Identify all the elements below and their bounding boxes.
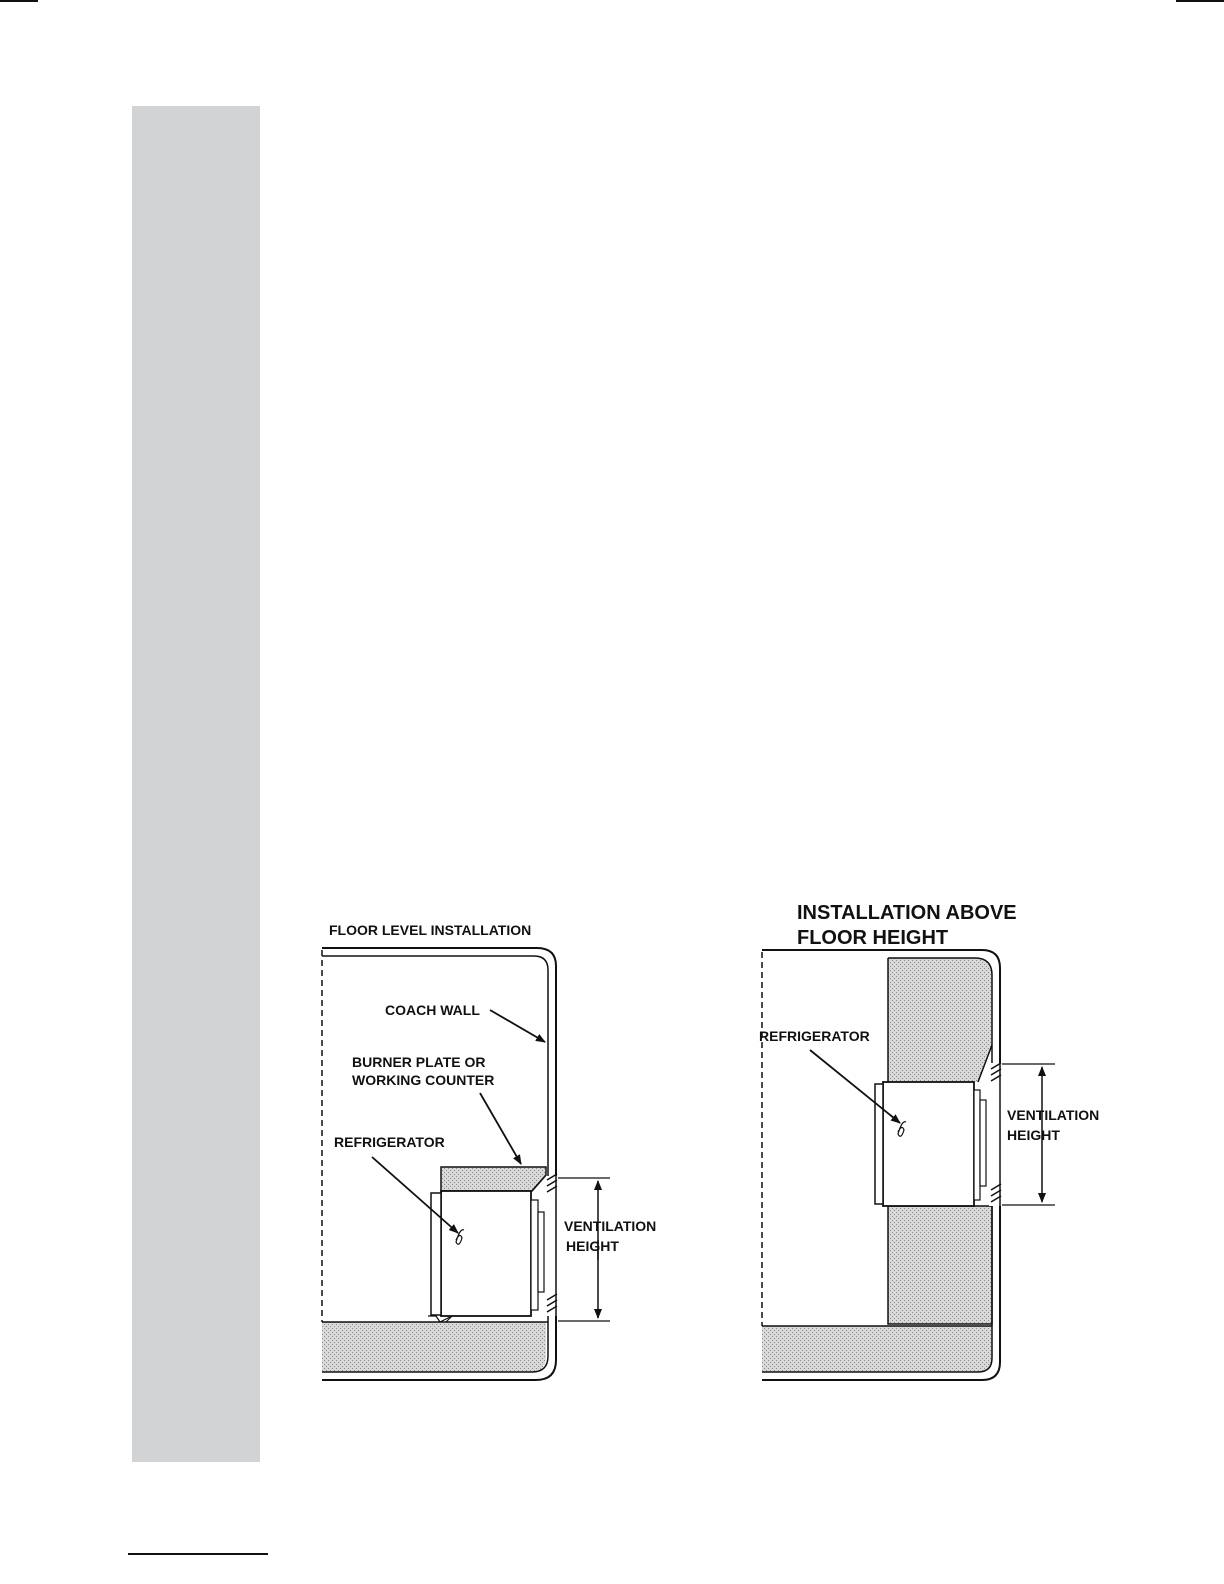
refrigerator-body-right (883, 1082, 974, 1206)
vent-label-left-line1: VENTILATION (564, 1218, 657, 1234)
coach-wall-arrow (490, 1010, 545, 1042)
coach-wall-label: COACH WALL (385, 1002, 480, 1018)
above-floor-title-line2: FLOOR HEIGHT (797, 927, 949, 949)
burner-plate-counter (441, 1167, 546, 1191)
vent-label-right-line2: HEIGHT (1007, 1127, 1060, 1143)
above-floor-title-line1: INSTALLATION ABOVE (797, 902, 1017, 924)
refrigerator-label-left: REFRIGERATOR (334, 1134, 445, 1150)
floor-level-figure (322, 922, 656, 1380)
floor-level-title: FLOOR LEVEL INSTALLATION (329, 922, 532, 938)
vent-opening (545, 1176, 560, 1316)
burner-label-line2: WORKING COUNTER (352, 1072, 495, 1088)
above-floor-figure (759, 902, 1099, 1380)
upper-cabinet-block (888, 958, 992, 1082)
refrigerator-back-unit-right (974, 1090, 980, 1200)
burner-label-line1: BURNER PLATE OR (352, 1054, 486, 1070)
floor-block-right (762, 1326, 992, 1372)
refrigerator-body (441, 1191, 531, 1316)
refrigerator-flue (538, 1212, 544, 1292)
lower-cabinet-block (888, 1206, 992, 1324)
refrigerator-back-unit (531, 1200, 538, 1310)
refrigerator-feet (428, 1316, 452, 1322)
refrigerator-label-right: REFRIGERATOR (759, 1028, 870, 1044)
floor-block (322, 1322, 546, 1372)
refrigerator-flue-right (980, 1100, 986, 1186)
vent-label-left-line2: HEIGHT (566, 1238, 619, 1254)
refrigerator-door-right (875, 1084, 883, 1204)
vent-opening-right (989, 1063, 1004, 1206)
burner-arrow (480, 1093, 521, 1164)
vent-label-right-line1: VENTILATION (1007, 1107, 1100, 1123)
